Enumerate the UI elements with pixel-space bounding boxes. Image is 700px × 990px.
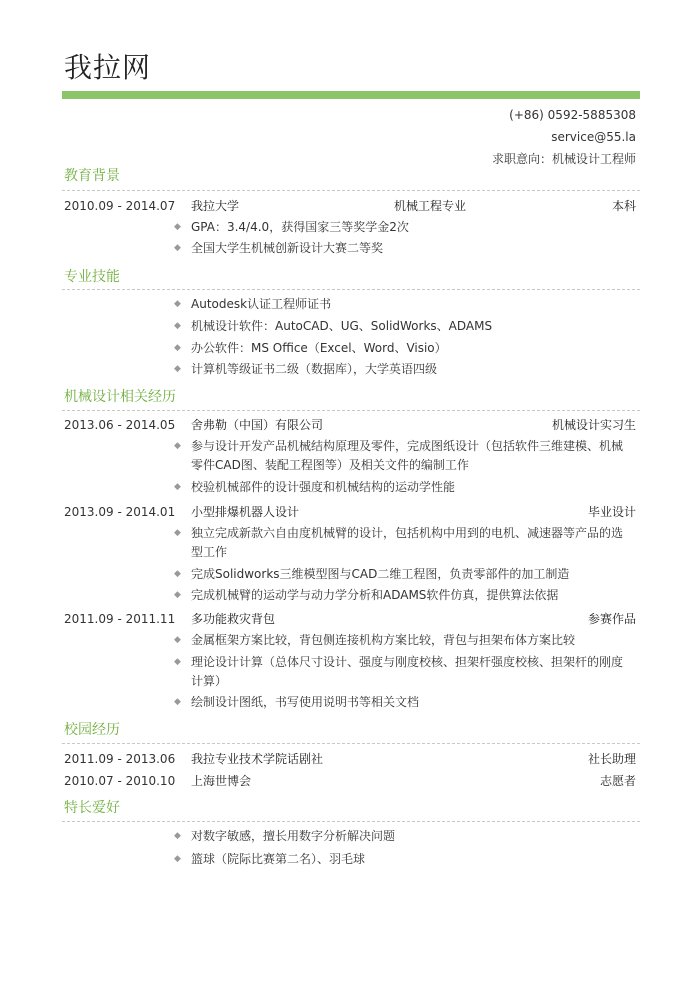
entry-school: 我拉大学 bbox=[191, 199, 240, 213]
section-title-education: 教育背景 bbox=[64, 168, 120, 184]
entry-major: 机械工程专业 bbox=[394, 199, 467, 213]
diamond-bullet-icon: ◆ bbox=[174, 528, 181, 538]
diamond-bullet-icon: ◆ bbox=[174, 590, 181, 600]
diamond-bullet-icon: ◆ bbox=[174, 482, 181, 492]
diamond-bullet-icon: ◆ bbox=[174, 222, 181, 232]
entry-org: 多功能救灾背包 bbox=[191, 612, 276, 626]
entry-org: 舍弗勒（中国）有限公司 bbox=[191, 418, 324, 432]
entry-date: 2013.06 - 2014.05 bbox=[64, 418, 176, 432]
section-divider bbox=[62, 410, 640, 411]
entry-date: 2010.07 - 2010.10 bbox=[64, 774, 176, 788]
entry-role: 志愿者 bbox=[599, 774, 636, 788]
entry-date: 2011.09 - 2013.06 bbox=[64, 752, 176, 766]
entry-role: 参赛作品 bbox=[587, 612, 636, 626]
diamond-bullet-icon: ◆ bbox=[174, 831, 181, 841]
phone-number: (+86) 0592-5885308 bbox=[509, 108, 636, 122]
diamond-bullet-icon: ◆ bbox=[174, 635, 181, 645]
entry-org: 小型排爆机器人设计 bbox=[191, 505, 300, 519]
section-title-skills: 专业技能 bbox=[64, 269, 120, 285]
entry-role: 毕业设计 bbox=[587, 505, 636, 519]
diamond-bullet-icon: ◆ bbox=[174, 441, 181, 451]
section-title-experience: 机械设计相关经历 bbox=[64, 389, 176, 405]
job-objective: 求职意向：机械设计工程师 bbox=[491, 152, 636, 166]
diamond-bullet-icon: ◆ bbox=[174, 343, 181, 353]
header-divider-bar bbox=[62, 91, 640, 99]
section-divider bbox=[62, 743, 640, 744]
section-divider bbox=[62, 821, 640, 822]
education-entry bbox=[64, 196, 636, 216]
diamond-bullet-icon: ◆ bbox=[174, 243, 181, 253]
section-title-campus: 校园经历 bbox=[64, 722, 120, 738]
diamond-bullet-icon: ◆ bbox=[174, 299, 181, 309]
experience-entry bbox=[64, 502, 636, 522]
diamond-bullet-icon: ◆ bbox=[174, 854, 181, 864]
diamond-bullet-icon: ◆ bbox=[174, 321, 181, 331]
entry-org: 我拉专业技术学院话剧社 bbox=[191, 752, 324, 766]
campus-entry bbox=[64, 771, 636, 791]
experience-entry bbox=[64, 609, 636, 629]
entry-date: 2013.09 - 2014.01 bbox=[64, 505, 176, 519]
entry-role: 机械设计实习生 bbox=[551, 418, 636, 432]
section-divider bbox=[62, 190, 640, 191]
experience-entry bbox=[64, 415, 636, 435]
diamond-bullet-icon: ◆ bbox=[174, 569, 181, 579]
campus-entry bbox=[64, 749, 636, 769]
section-divider bbox=[62, 289, 640, 290]
entry-date: 2011.09 - 2011.11 bbox=[64, 612, 176, 626]
email-address: service@55.la bbox=[551, 130, 636, 144]
entry-role: 社长助理 bbox=[587, 752, 636, 766]
contact-block bbox=[492, 104, 636, 170]
resume-name: 我拉网 bbox=[64, 51, 152, 84]
entry-org: 上海世博会 bbox=[191, 774, 252, 788]
entry-date: 2010.09 - 2014.07 bbox=[64, 199, 176, 213]
diamond-bullet-icon: ◆ bbox=[174, 657, 181, 667]
diamond-bullet-icon: ◆ bbox=[174, 697, 181, 707]
section-title-hobbies: 特长爱好 bbox=[64, 800, 120, 816]
diamond-bullet-icon: ◆ bbox=[174, 364, 181, 374]
entry-degree: 本科 bbox=[611, 199, 636, 213]
